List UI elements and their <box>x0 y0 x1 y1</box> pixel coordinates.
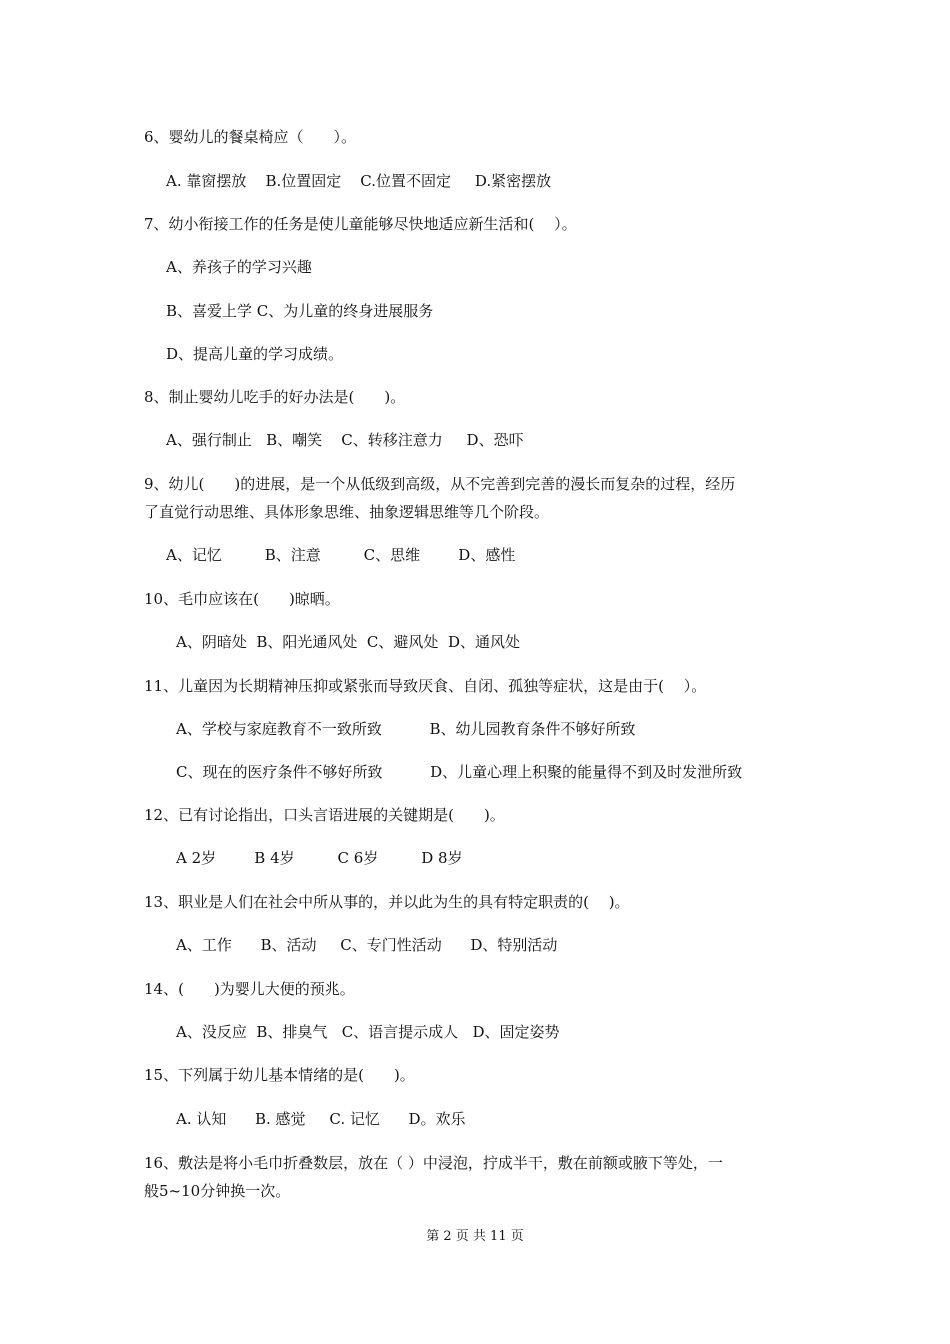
question-8: 8、制止婴幼儿吃手的好办法是( )。 <box>144 388 406 406</box>
options-6: A. 靠窗摆放 B.位置固定 C.位置不固定 D.紧密摆放 <box>166 172 552 190</box>
question-6: 6、婴幼儿的餐桌椅应（ ）。 <box>144 128 357 146</box>
option-7bc: B、喜爱上学 C、为儿童的终身进展服务 <box>166 302 434 320</box>
options-8: A、强行制止 B、嘲笑 C、转移注意力 D、恐吓 <box>166 431 524 449</box>
page-number: 第 2 页 共 11 页 <box>426 1229 524 1244</box>
question-7: 7、幼小衔接工作的任务是使儿童能够尽快地适应新生活和( ）。 <box>144 215 577 233</box>
options-12: A 2岁 B 4岁 C 6岁 D 8岁 <box>176 849 463 867</box>
question-15: 15、下列属于幼儿基本情绪的是( )。 <box>144 1066 415 1084</box>
options-11ab: A、学校与家庭教育不一致所致 B、幼儿园教育条件不够好所致 <box>176 720 636 738</box>
options-9: A、记忆 B、注意 C、思维 D、感性 <box>166 546 516 564</box>
options-10: A、阴暗处 B、阳光通风处 C、避风处 D、通风处 <box>176 633 520 651</box>
options-13: A、工作 B、活动 C、专门性活动 D、特别活动 <box>176 936 558 954</box>
question-14: 14、( )为婴儿大便的预兆。 <box>144 980 355 998</box>
options-11cd: C、现在的医疗条件不够好所致 D、儿童心理上积聚的能量得不到及时发泄所致 <box>176 763 743 781</box>
question-12: 12、已有讨论指出，口头言语进展的关键期是( )。 <box>144 806 505 824</box>
question-11: 11、儿童因为长期精神压抑或紧张而导致厌食、自闭、孤独等症状，这是由于( ）。 <box>144 677 707 695</box>
question-13: 13、职业是人们在社会中所从事的，并以此为生的具有特定职责的( )。 <box>144 893 630 911</box>
question-9: 9、幼儿( )的进展，是一个从低级到高级，从不完善到完善的漫长而复杂的过程，经历 <box>144 475 736 493</box>
question-16: 16、敷法是将小毛巾折叠数层，放在（ ）中浸泡，拧成半干，敷在前额或腋下等处，一 <box>144 1154 723 1172</box>
question-16-cont: 般5~10分钟换一次。 <box>144 1182 291 1200</box>
options-15: A. 认知 B. 感觉 C. 记忆 D。欢乐 <box>176 1110 466 1128</box>
question-10: 10、毛巾应该在( )晾晒。 <box>144 590 340 608</box>
question-9-cont: 了直觉行动思维、具体形象思维、抽象逻辑思维等几个阶段。 <box>144 503 550 521</box>
options-14: A、没反应 B、排臭气 C、语言提示成人 D、固定姿势 <box>176 1023 560 1041</box>
option-7d: D、提高儿童的学习成绩。 <box>166 345 344 363</box>
option-7a: A、养孩子的学习兴趣 <box>166 258 312 276</box>
